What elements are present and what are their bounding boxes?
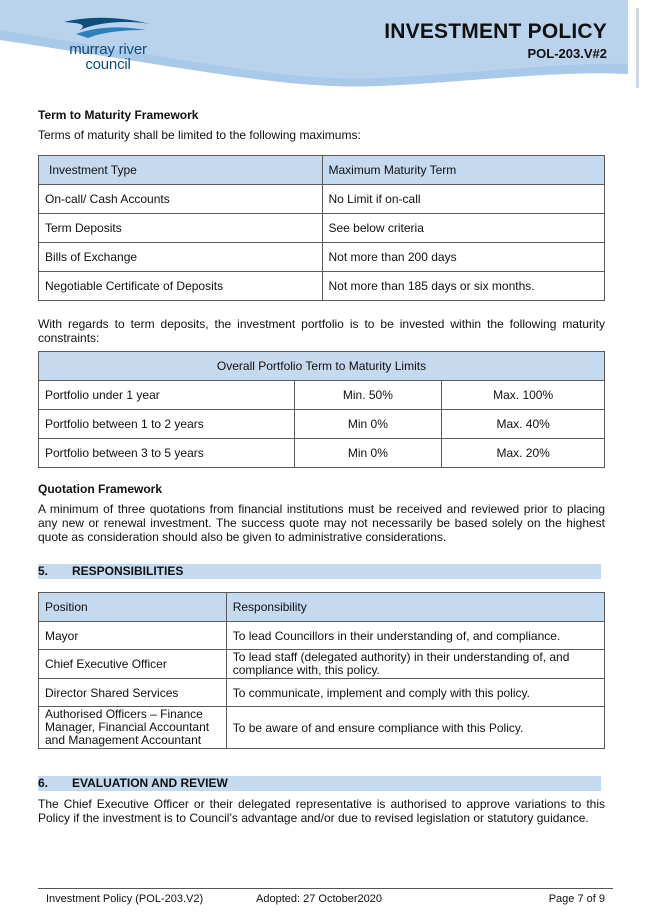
logo-line-1: murray river [69,41,147,58]
column-header: Responsibility [226,593,604,622]
table-cell: Max. 40% [442,410,605,439]
page-footer [38,888,613,905]
table-row [39,185,605,214]
table-row [39,243,605,272]
quotation-heading: Quotation Framework [38,482,163,496]
table-title: Overall Portfolio Term to Maturity Limits [39,352,605,381]
section-number: 5. [38,564,49,578]
table-cell: Max. 20% [442,439,605,468]
document-code: POL-203.V#2 [527,46,607,61]
responsibilities-table [38,592,605,749]
table-cell: Bills of Exchange [39,243,323,272]
table-cell: Chief Executive Officer [39,650,227,679]
table-cell: Portfolio between 1 to 2 years [39,410,295,439]
table-cell: Negotiable Certificate of Deposits [39,272,323,301]
section-title: EVALUATION AND REVIEW [72,776,228,790]
table-cell: To lead Councillors in their understanding of, and compliance. [226,622,604,650]
column-header: Position [39,593,227,622]
table-cell: See below criteria [322,214,605,243]
quotation-text: A minimum of three quotations from financial institutions must be received and reviewed prior to placing any new or renewal investment. The success quote may not necessarily be based solely on the highest quote as consideration should also be given to administrative considerations. [38,502,605,544]
section-heading-responsibilities [38,564,601,579]
table-cell: To communicate, implement and comply with this policy. [226,679,604,707]
table-cell: Max. 100% [442,381,605,410]
table-row [39,214,605,243]
evaluation-text: The Chief Executive Officer or their delegated representative is authorised to approve variations to this Policy if the investment is to Council’s advantage and/or due to revised legislation or statutory guidance. [38,797,605,825]
table-row [39,707,605,749]
footer-adopted-date: Adopted: 27 October2020 [256,893,382,905]
section-heading-evaluation [38,776,601,791]
table-header-row [39,156,605,185]
table-row [39,381,605,410]
table-cell: Mayor [39,622,227,650]
maturity-table [38,155,605,301]
table-row [39,679,605,707]
table-row [39,622,605,650]
table-cell: Authorised Officers – Finance Manager, Financial Accountant and Management Accountant [39,707,227,749]
footer-page-number: Page 7 of 9 [548,893,605,905]
section-title: RESPONSIBILITIES [72,564,184,578]
column-header: Maximum Maturity Term [322,156,605,185]
footer-document-ref: Investment Policy (POL-203.V2) [46,893,204,905]
table-cell: No Limit if on-call [322,185,605,214]
page-content [38,108,605,825]
portfolio-limits-table [38,351,605,468]
table-cell: Not more than 185 days or six months. [322,272,605,301]
page-header [0,0,645,92]
table-cell: To be aware of and ensure compliance with this Policy. [226,707,604,749]
table-cell: Director Shared Services [39,679,227,707]
term-framework-intro: Terms of maturity shall be limited to the following maximums: [38,128,361,142]
council-logo [48,14,168,76]
table-row [39,650,605,679]
term-deposits-intro: With regards to term deposits, the investment portfolio is to be invested within the following maturity constraints: [38,317,605,345]
term-framework-heading: Term to Maturity Framework [38,108,199,122]
table-row [39,272,605,301]
table-header-row [39,352,605,381]
table-cell: Min 0% [294,410,442,439]
table-cell: To lead staff (delegated authority) in their understanding of, and compliance with, this policy. [226,650,604,679]
table-row [39,410,605,439]
river-swoosh-icon [58,14,158,42]
column-header: Investment Type [39,156,323,185]
table-cell: Portfolio between 3 to 5 years [39,439,295,468]
table-row [39,439,605,468]
table-cell: Portfolio under 1 year [39,381,295,410]
table-cell: Not more than 200 days [322,243,605,272]
table-cell: Min 0% [294,439,442,468]
section-number: 6. [38,776,49,790]
table-cell: On-call/ Cash Accounts [39,185,323,214]
table-header-row [39,593,605,622]
table-cell: Term Deposits [39,214,323,243]
document-title: INVESTMENT POLICY [384,20,607,43]
header-side-bar [636,8,639,88]
table-cell: Min. 50% [294,381,442,410]
logo-line-2: council [85,56,131,73]
